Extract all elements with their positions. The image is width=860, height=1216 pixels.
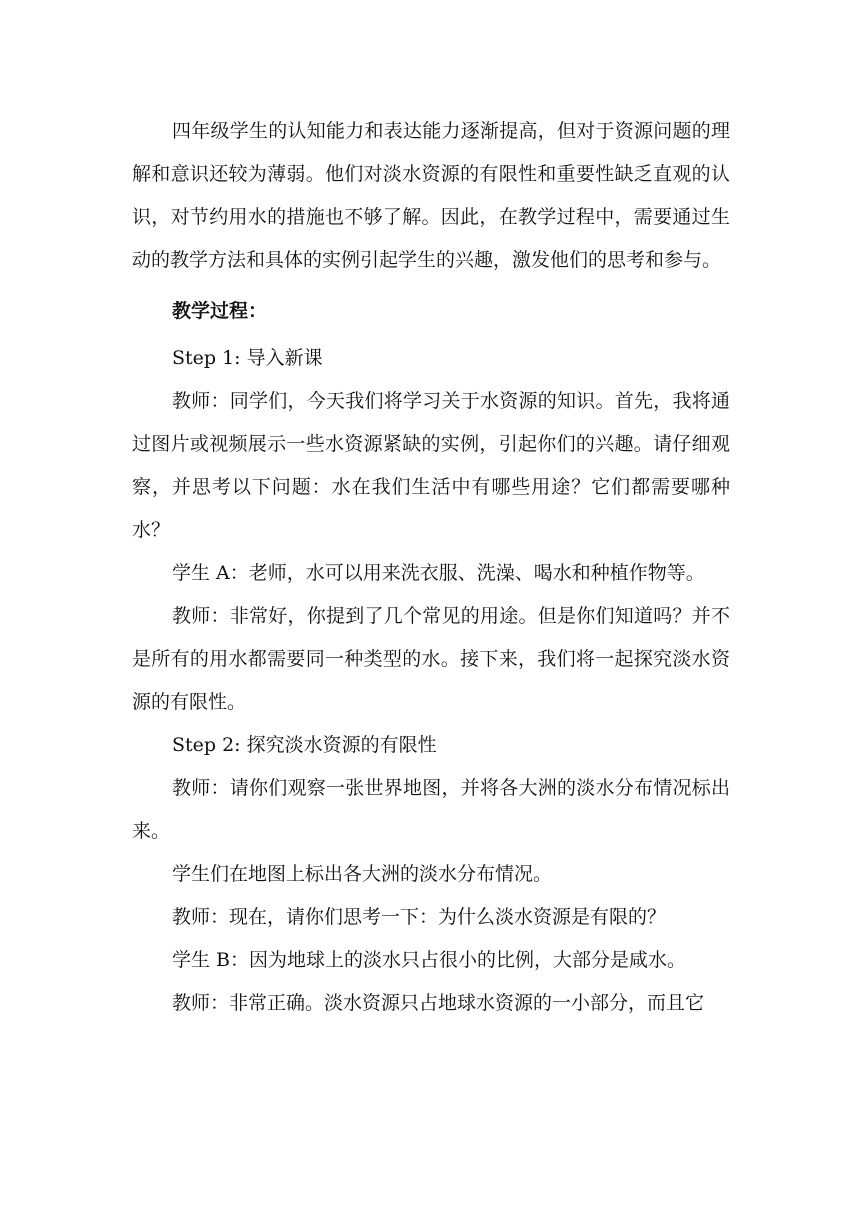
step-heading: Step 1: 导入新课 bbox=[172, 347, 323, 369]
dialogue-paragraph: 教师：同学们，今天我们将学习关于水资源的知识。首先，我将通过图片或视频展示一些水资源紧缺的实例，引起你们的兴趣。请仔细观察，并思考以下问题：水在我们生活中有哪些用途？它们都需要哪种水？ bbox=[132, 390, 730, 541]
dialogue-paragraph: 学生 B：因为地球上的淡水只占很小的比例，大部分是咸水。 bbox=[172, 949, 687, 971]
dialogue-paragraph: 教师：非常正确。淡水资源只占地球水资源的一小部分，而且它 bbox=[172, 992, 705, 1014]
intro-paragraph: 四年级学生的认知能力和表达能力逐渐提高，但对于资源问题的理解和意识还较为薄弱。他们对淡水资源的有限性和重要性缺乏直观的认识，对节约用水的措施也不够了解。因此，在教学过程中，需要通过生动的教学方法和具体的实例引起学生的兴趣，激发他们的思考和参与。 bbox=[132, 120, 730, 271]
dialogue-paragraph: 学生们在地图上标出各大洲的淡水分布情况。 bbox=[172, 863, 553, 885]
section-heading: 教学过程： bbox=[172, 300, 268, 322]
document-body bbox=[132, 110, 730, 1025]
step-heading: Step 2: 探究淡水资源的有限性 bbox=[172, 734, 437, 756]
dialogue-paragraph: 教师：非常好，你提到了几个常见的用途。但是你们知道吗？并不是所有的用水都需要同一种类型的水。接下来，我们将一起探究淡水资源的有限性。 bbox=[132, 605, 730, 713]
dialogue-paragraph: 教师：现在，请你们思考一下：为什么淡水资源是有限的？ bbox=[172, 906, 667, 928]
dialogue-paragraph: 教师：请你们观察一张世界地图，并将各大洲的淡水分布情况标出来。 bbox=[132, 777, 730, 842]
dialogue-paragraph: 学生 A：老师，水可以用来洗衣服、洗澡、喝水和种植作物等。 bbox=[172, 562, 705, 584]
